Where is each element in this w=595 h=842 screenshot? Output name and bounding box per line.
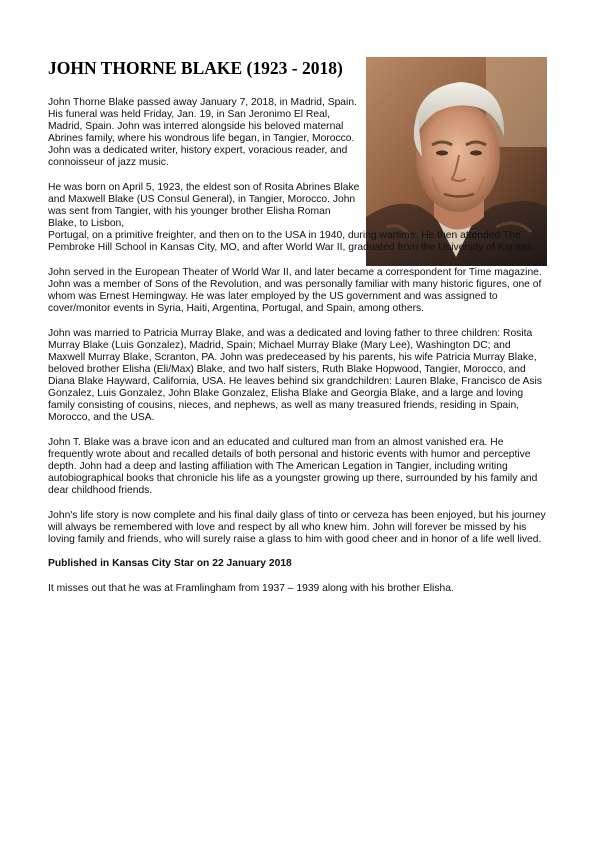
paragraph-intro: John Thorne Blake passed away January 7, 2018, in Madrid, Spain. His funeral was held Friday, Jan. 19, in San Jeronimo El Real, Madrid, Spain. John was interred alongside his beloved maternal Abrines family, where his wondrous life began, in Tangier, Morocco. John was a dedicated writer, history expert, voracious reader, and connoisseur of jazz music. bbox=[48, 97, 357, 169]
note-line: It misses out that he was at Framlingham from 1937 – 1939 along with his brother Elisha. bbox=[48, 582, 454, 594]
page-title: JOHN THORNE BLAKE (1923 - 2018) bbox=[48, 58, 343, 78]
paragraph-family: John was married to Patricia Murray Blake, and was a dedicated and loving father to three children: Rosita Murray Blake (Luis Gonzalez), Madrid, Spain; Michael Murray Blake (Mary Lee), Washington DC; and Maxwell Murray Blake, Scranton, PA. John was predeceased by his parents, his wife Patricia Murray Blake, beloved brother Elisha (Eli/Max) Blake, and two half sisters, Ruth Blake Hopwood, Tangier, Morocco, and Diana Blake Hayward, California, USA. He leaves behind six grandchildren: Lauren Blake, Francisco de Asis Gonzalez, Luis Gonzalez, John Blake Gonzalez, Elisha Blake and Georgia Blake, and a large and loving family consisting of cousins, nieces, and nephews, as well as many treasured friends, residing in Spain, Morocco, and the USA. bbox=[48, 327, 542, 424]
obituary-body bbox=[48, 97, 548, 607]
paragraph-closing: John's life story is now complete and his final daily glass of tinto or cerveza has been enjoyed, but his journey will always be remembered with love and respect by all who knew him. John will forever be missed by his loving family and friends, who will surely raise a glass to him with good cheer and in honor of a life well lived. bbox=[48, 509, 546, 545]
paragraph-birth-bottom: Portugal, on a primitive freighter, and then on to the USA in 1940, during wartime. He then attended The Pembroke Hill School in Kansas City, MO, and after World War II, graduated from the University of Kansas. bbox=[48, 230, 535, 254]
paragraph-birth bbox=[48, 182, 548, 255]
paragraph-legacy: John T. Blake was a brave icon and an educated and cultured man from an almost vanished era. He frequently wrote about and recalled details of both personal and historic events with humor and perceptive depth. John had a deep and lasting affiliation with The American Legation in Tangier, including writing autobiographical books that chronicle his life as a youngster growing up there, surrounded by his family and dear childhood friends. bbox=[48, 436, 538, 497]
paragraph-career: John served in the European Theater of World War II, and later became a correspondent for Time magazine. John was a member of Sons of the Revolution, and was personally familiar with many historic figures, one of whom was Ernest Hemingway. He was later employed by the US government and was assigned to cover/monitor events in Syria, Haiti, Argentina, Portugal, and Spain, among others. bbox=[48, 266, 542, 315]
published-line: Published in Kansas City Star on 22 January 2018 bbox=[48, 558, 292, 570]
paragraph-birth-top: He was born on April 5, 1923, the eldest son of Rosita Abrines Blake and Maxwell Blake (US Consul General), in Tangier, Morocco. John was sent from Tangier, with his younger brother Elisha Roman Blake, to Lisbon, bbox=[48, 181, 360, 230]
